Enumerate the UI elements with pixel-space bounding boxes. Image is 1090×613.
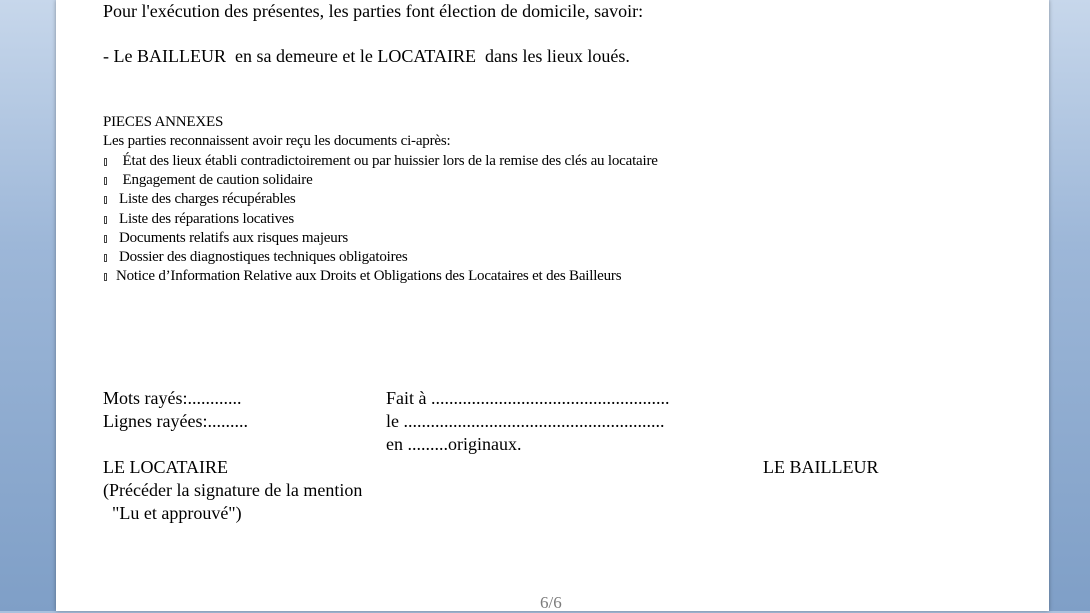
workspace-right-margin [1049,0,1090,611]
mots-rayes: Mots rayés:............ [103,388,242,408]
signature-mention-line-1: (Précéder la signature de la mention [103,480,363,500]
originaux-line: en .........originaux. [386,434,522,454]
fait-a: Fait à ..................................................... [386,388,670,408]
date-line: le .......................................................... [386,411,665,431]
domicile-line: - Le BAILLEUR en sa demeure et le LOCATAIRE dans les lieux loués. [103,46,630,66]
bullet-icon [104,216,107,224]
bullet-icon [104,235,107,243]
bullet-icon [104,273,107,281]
annexes-heading: PIECES ANNEXES [103,114,224,130]
bullet-icon [104,196,107,204]
bailleur-signature-label: LE BAILLEUR [763,457,879,477]
signature-mention-line-2: "Lu et approuvé") [112,503,242,523]
bullet-icon [104,254,107,262]
document-page[interactable]: Pour l'exécution des présentes, les parties font élection de domicile, savoir: - Le BAILLEUR en sa demeure et le LOCATAIRE dans les lieux loués. PIECES ANNEXES Les parties reconnaissent avoir reçu les documents ci-après: État des lieux établi contradictoirement ou par huissier lors de la remise des clés au locataire Engagement de caution solidaire Liste des charges récupérables Liste des réparations locatives Documents relatifs aux risques majeurs Dossier des diagnostiques techniques obligatoires Notice d’Information Relative aux Droits et Obligations des Locataires et des Bailleurs Mots rayés:............ Fait à ..................................................... Lignes rayées:......... le .......................................................... en .........originaux. LE LOCATAIRE LE BAILLEUR (Précéder la signature de la mention "Lu et approuvé") 6/6 [56,0,1049,611]
annexes-intro: Les parties reconnaissent avoir reçu les documents ci-après: [103,133,451,149]
bullet-icon [104,177,107,185]
bullet-icon [104,158,107,166]
lignes-rayees: Lignes rayées:......... [103,411,248,431]
page-number: 6/6 [540,593,562,612]
election-domicile-text: Pour l'exécution des présentes, les parties font élection de domicile, savoir: [103,1,644,21]
locataire-signature-label: LE LOCATAIRE [103,457,229,477]
workspace-left-margin [0,0,56,611]
